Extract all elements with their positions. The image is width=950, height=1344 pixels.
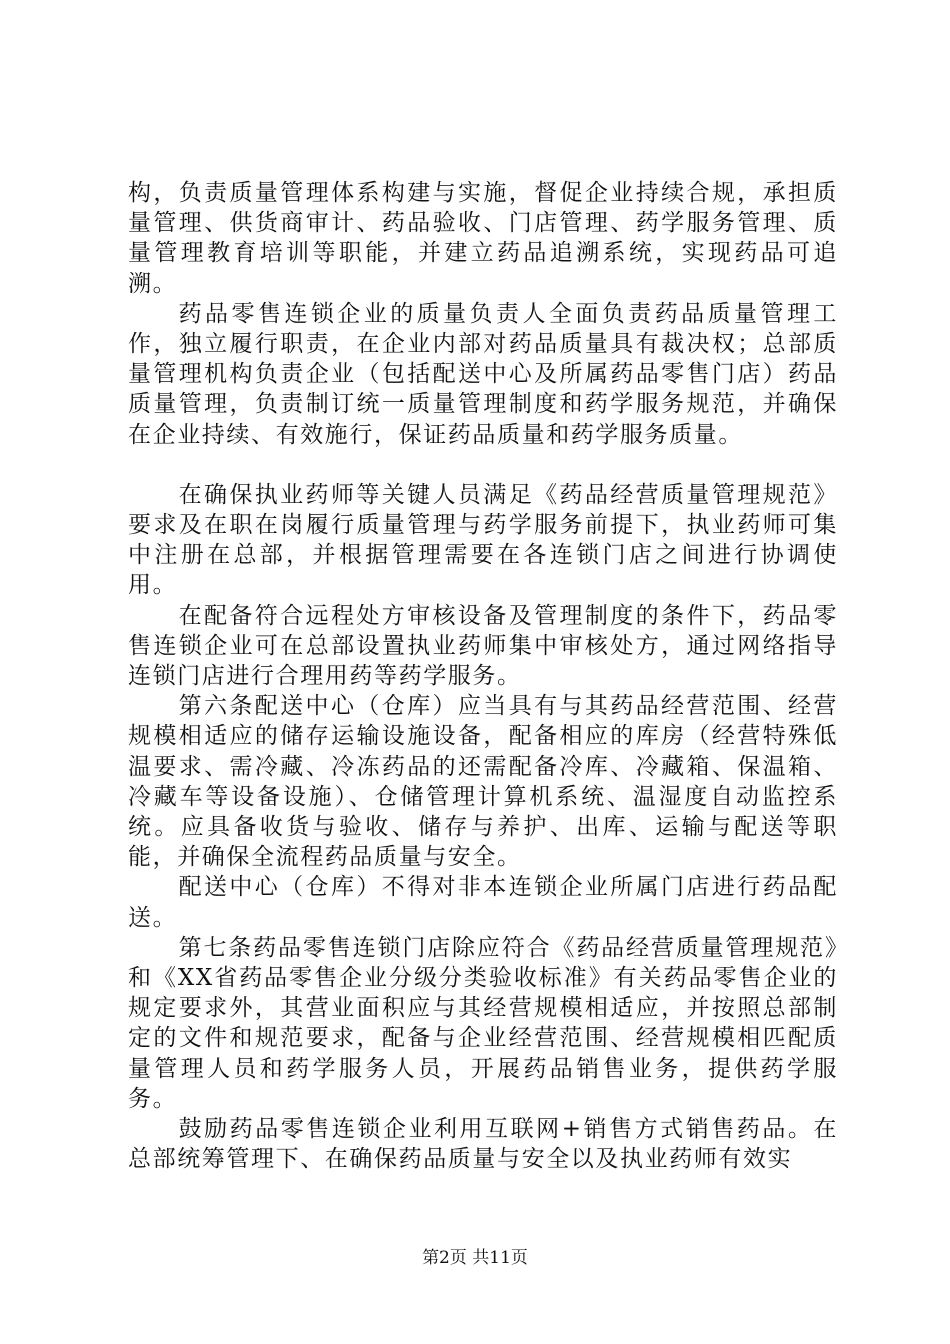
paragraph-6: 配送中心（仓库）不得对非本连锁企业所属门店进行药品配送。	[128, 874, 838, 931]
paragraph-spacer	[128, 450, 838, 480]
paragraph-article-7: 第七条药品零售连锁门店除应符合《药品经营质量管理规范》和《XX省药品零售企业分级分类验收标准》有关药品零售企业的规定要求外，其营业面积应与其经营规模相适应，并按照总部制定的文件和规范要求，配备与企业经营范围、经营规模相匹配质量管理人员和药学服务人员，开展药品销售业务，提供药学服务。	[128, 934, 838, 1112]
page-number-footer: 第2页 共11页	[422, 1248, 528, 1268]
document-body	[128, 178, 838, 1175]
paragraph-2: 药品零售连锁企业的质量负责人全面负责药品质量管理工作，独立履行职责，在企业内部对药品质量具有裁决权；总部质量管理机构负责企业（包括配送中心及所属药品零售门店）药品质量管理，负责制订统一质量管理制度和药学服务规范，并确保在企业持续、有效施行，保证药品质量和药学服务质量。	[128, 300, 838, 448]
paragraph-4: 在配备符合远程处方审核设备及管理制度的条件下，药品零售连锁企业可在总部设置执业药师集中审核处方，通过网络指导连锁门店进行合理用药等药学服务。	[128, 602, 838, 690]
paragraph-8: 鼓励药品零售连锁企业利用互联网+销售方式销售药品。在总部统筹管理下、在确保药品质量与安全以及执业药师有效实	[128, 1116, 838, 1173]
paragraph-article-6: 第六条配送中心（仓库）应当具有与其药品经营范围、经营规模相适应的储存运输设施设备，配备相应的库房（经营特殊低温要求、需冷藏、冷冻药品的还需配备冷库、冷藏箱、保温箱、冷藏车等设备设施）、仓储管理计算机系统、温湿度自动监控系统。应具备收货与验收、储存与养护、出库、运输与配送等职能，并确保全流程药品质量与安全。	[128, 693, 838, 871]
paragraph-3: 在确保执业药师等关键人员满足《药品经营质量管理规范》要求及在职在岗履行质量管理与药学服务前提下，执业药师可集中注册在总部，并根据管理需要在各连锁门店之间进行协调使用。	[128, 481, 838, 599]
paragraph-1: 构，负责质量管理体系构建与实施，督促企业持续合规，承担质量管理、供货商审计、药品验收、门店管理、药学服务管理、质量管理教育培训等职能，并建立药品追溯系统，实现药品可追溯。	[128, 180, 838, 297]
